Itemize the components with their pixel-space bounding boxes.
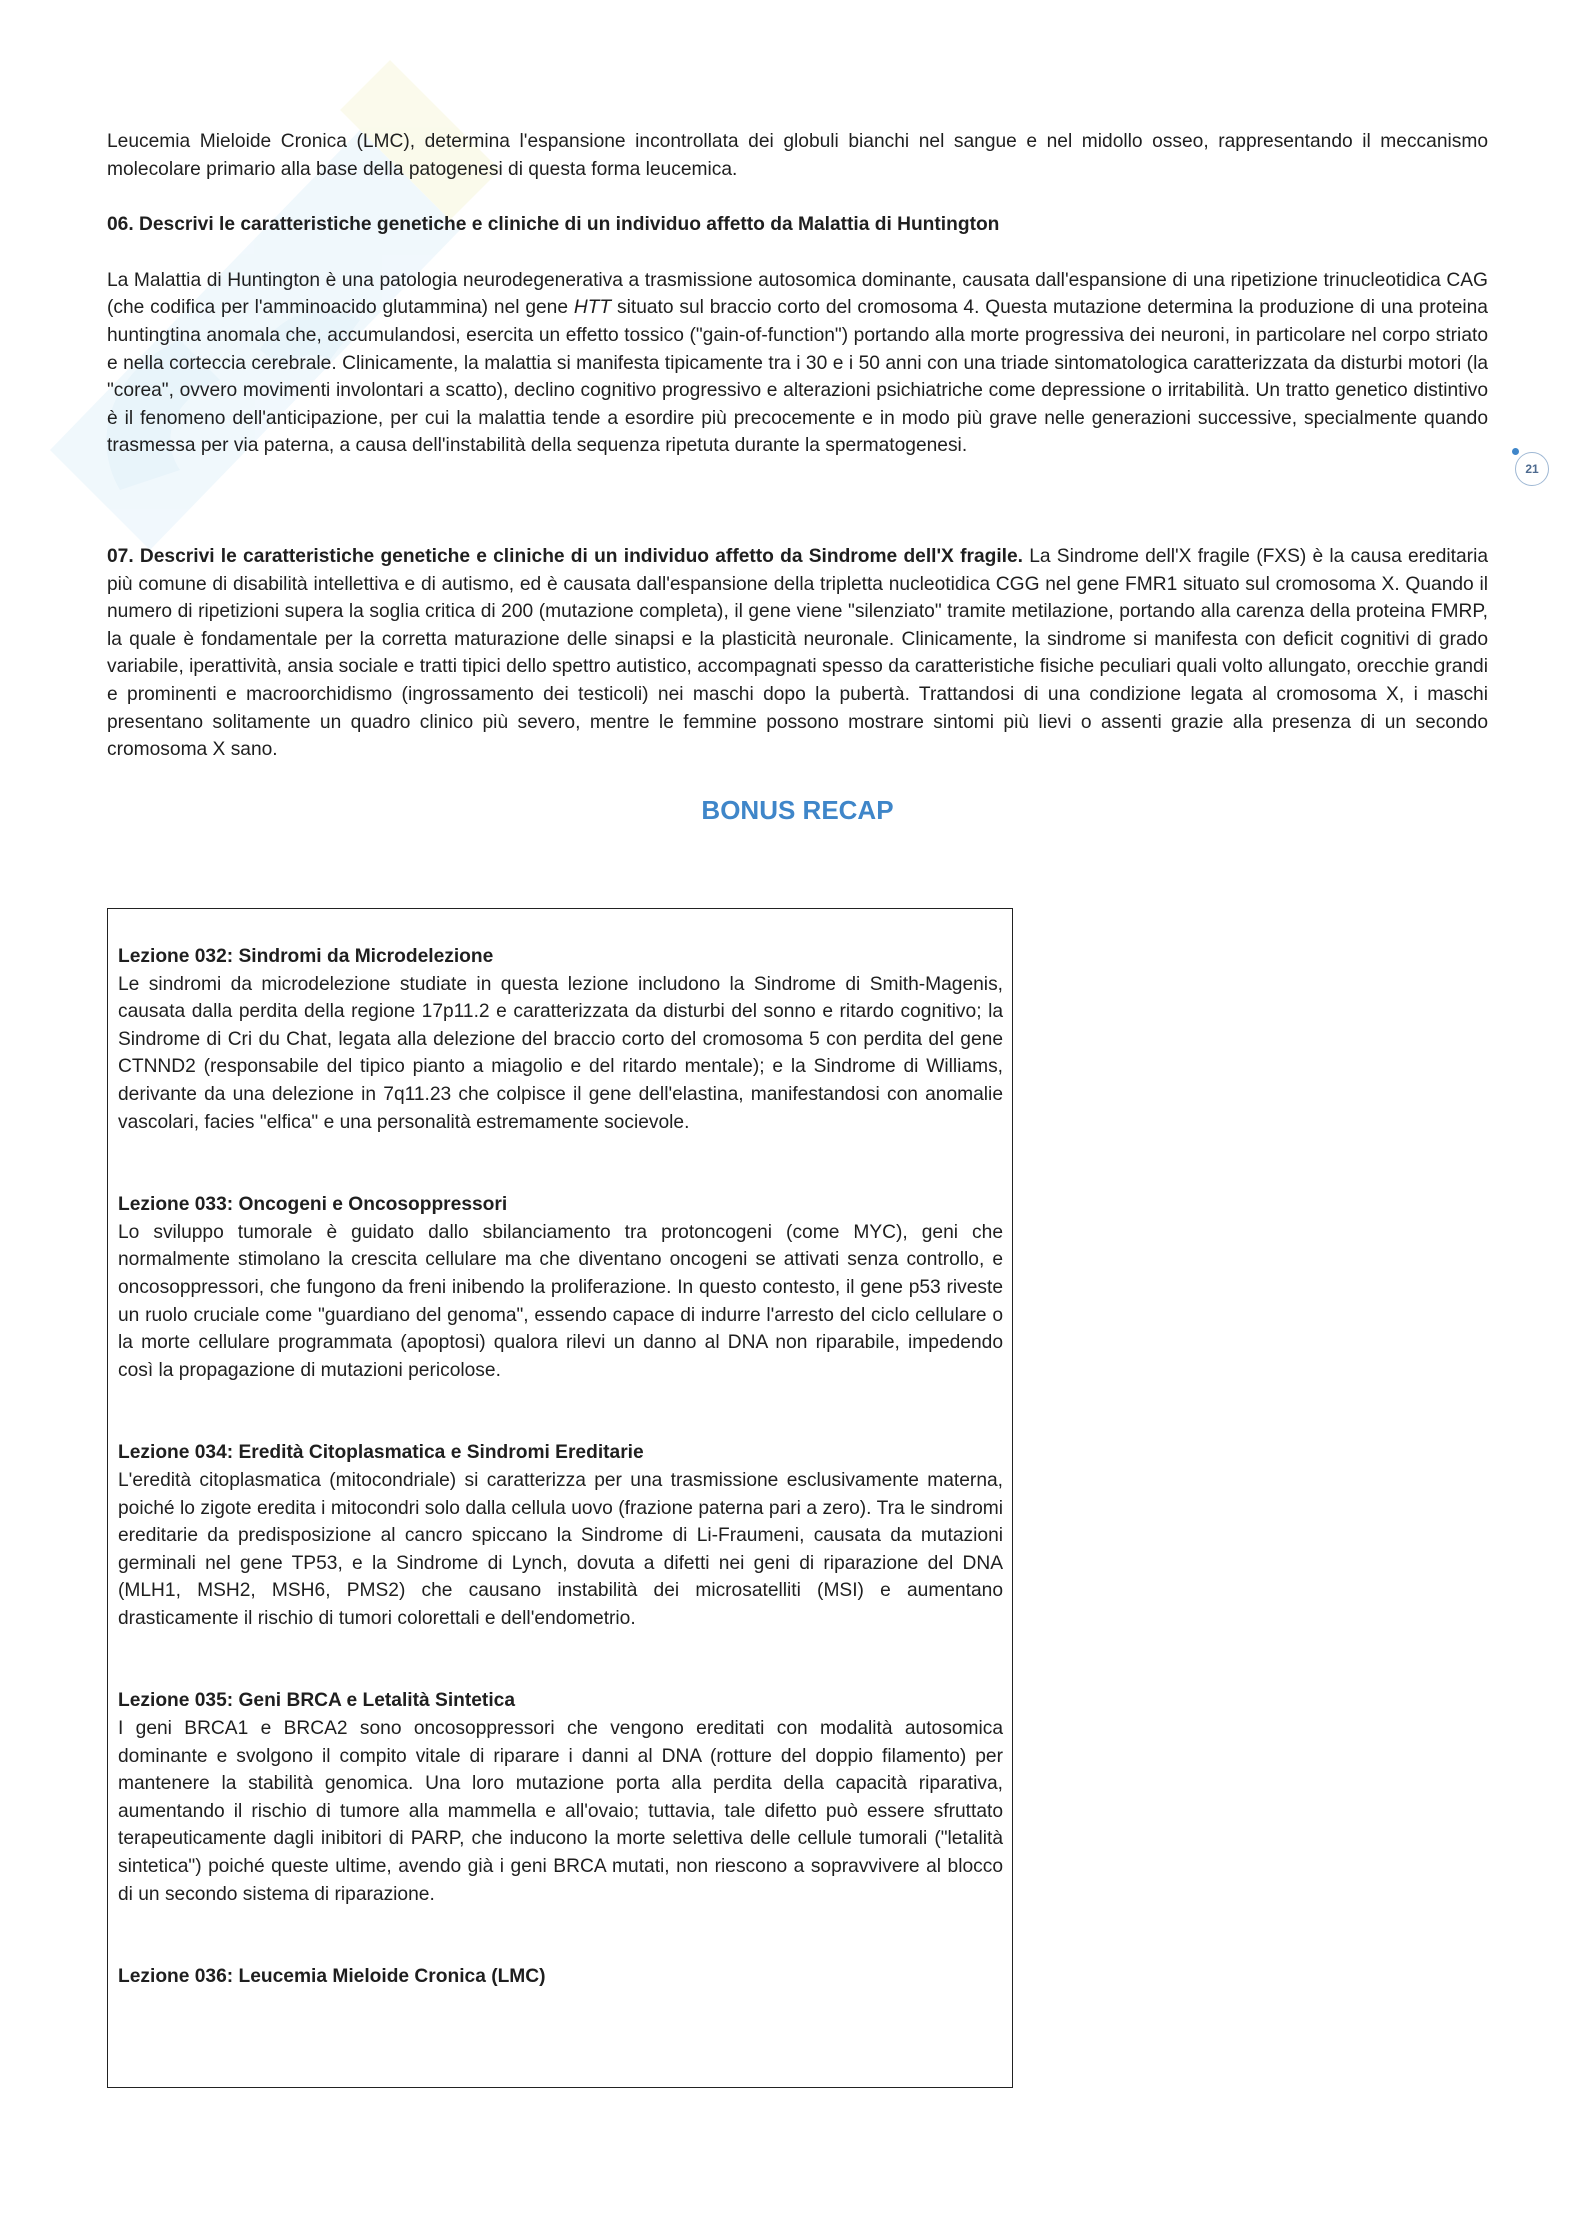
question-06-body — [107, 267, 1488, 460]
lesson-035 — [118, 1687, 1003, 1908]
question-06-title: 06. Descrivi le caratteristiche genetiche e cliniche di un individuo affetto da Malattia di Huntington — [107, 214, 1000, 236]
page-number-badge: 21 — [1515, 452, 1549, 486]
question-07-title: 07. Descrivi le caratteristiche genetiche e cliniche di un individuo affetto da Sindrome dell'X fragile. — [107, 545, 1023, 567]
lesson-body: Lo sviluppo tumorale è guidato dallo sbilanciamento tra protoncogeni (come MYC), geni che normalmente stimolano la crescita cellulare ma che diventano oncogeni se attivati senza controllo, e oncosoppressori, che fungono da freni inibendo la proliferazione. In questo contesto, il gene p53 riveste un ruolo cruciale come "guardiano del genoma", essendo capace di indurre l'arresto del ciclo cellulare o la morte cellulare programmata (apoptosi) qualora rilevi un danno al DNA non riparabile, impedendo così la propagazione di mutazioni pericolose. — [118, 1221, 1003, 1381]
lesson-032 — [118, 943, 1003, 1136]
lesson-title: Lezione 033: Oncogeni e Oncosoppressori — [118, 1194, 508, 1216]
lesson-title: Lezione 032: Sindromi da Microdelezione — [118, 946, 494, 967]
gene-htt: HTT — [573, 297, 612, 319]
bonus-recap-box — [107, 908, 1013, 2088]
question-07-body: La Sindrome dell'X fragile (FXS) è la causa ereditaria più comune di disabilità intellettiva e di autismo, ed è causata dall'espansione della tripletta nucleotidica CGG nel gene FMR1 situato sul cromosoma X. Quando il numero di ripetizioni supera la soglia critica di 200 (mutazione completa), il gene viene "silenziato" tramite metilazione, portando alla carenza della proteina FMRP, la quale è fondamentale per la corretta maturazione delle sinapsi e la plasticità neuronale. Clinicamente, la sindrome si manifesta con deficit cognitivi di grado variabile, iperattività, ansia sociale e tratti tipici dello spettro autistico, accompagnati spesso da caratteristiche fisiche peculiari quali volto allungato, orecchie grandi e prominenti e macroorchidismo (ingrossamento dei testicoli) nei maschi dopo la pubertà. Trattandosi di una condizione legata al cromosoma X, i maschi presentano solitamente un quadro clinico più severo, mentre le femmine possono mostrare sintomi più lievi o assenti grazie alla presenza di un secondo cromosoma X sano. — [107, 545, 1488, 761]
lesson-036 — [118, 1963, 1003, 1991]
lesson-body: Le sindromi da microdelezione studiate in questa lezione includono la Sindrome di Smith-Magenis, causata dalla perdita della regione 17p11.2 e caratterizzata da disturbi del sonno e ritardo cognitivo; la Sindrome di Cri du Chat, legata alla delezione del braccio corto del cromosoma 5 con perdita del gene CTNND2 (responsabile del tipico pianto a miagolio e del ritardo mentale); e la Sindrome di Williams, derivante da una delezione in 7q11.23 che colpisce il gene dell'elastina, manifestandosi con anomalie vascolari, facies "elfica" e una personalità estremamente socievole. — [118, 973, 1003, 1133]
lesson-body: I geni BRCA1 e BRCA2 sono oncosoppressori che vengono ereditati con modalità autosomica dominante e svolgono il compito vitale di riparare i danni al DNA (rotture del doppio filamento) per mantenere la stabilità genomica. Una loro mutazione porta alla perdita della capacità riparativa, aumentando il rischio di tumore alla mammella e all'ovaio; tuttavia, tale difetto può essere sfruttato terapeuticamente dagli inibitori di PARP, che inducono la morte selettiva delle cellule tumorali ("letalità sintetica") poiché queste ultime, avendo già i geni BRCA mutati, non riescono a sopravvivere al blocco di un secondo sistema di riparazione. — [118, 1718, 1003, 1905]
lesson-034 — [118, 1439, 1003, 1632]
lesson-title: Lezione 035: Geni BRCA e Letalità Sintetica — [118, 1690, 515, 1712]
question-06-body-after: situato sul braccio corto del cromosoma 4. Questa mutazione determina la produzione di una proteina huntingtina anomala che, accumulandosi, esercita un effetto tossico ("gain-of-function") portando alla morte progressiva dei neuroni, in particolare nel corpo striato e nella corteccia cerebrale. Clinicamente, la malattia si manifesta tipicamente tra i 30 e i 50 anni con una triade sintomatologica caratterizzata da disturbi motori (la "corea", ovvero movimenti involontari a scatto), declino cognitivo progressivo e alterazioni psichiatriche come depressione o irritabilità. Un tratto genetico distintivo è il fenomeno dell'anticipazione, per cui la malattia tende a esordire più precocemente e in modo più grave nelle generazioni successive, specialmente quando trasmessa per via paterna, a causa dell'instabilità della sequenza ripetuta durante la spermatogenesi. — [107, 297, 1488, 457]
lesson-title: Lezione 036: Leucemia Mieloide Cronica (LMC) — [118, 1966, 546, 1988]
question-07-paragraph — [107, 543, 1488, 764]
question-06-body-before: La Malattia di Huntington è una patologia neurodegenerativa a trasmissione autosomica dominante, causata dall'espansione di una ripetizione trinucleotidica CAG (che codifica per l'amminoacido glutammina) nel gene — [107, 269, 1488, 319]
lesson-033 — [118, 1191, 1003, 1384]
document-body — [107, 128, 1488, 830]
lesson-body: L'eredità citoplasmatica (mitocondriale) si caratterizza per una trasmissione esclusivamente materna, poiché lo zigote eredita i mitocondri solo dalla cellula uovo (frazione paterna pari a zero). Tra le sindromi ereditarie da predisposizione al cancro spiccano la Sindrome di Li-Fraumeni, causata da mutazioni germinali nel gene TP53, e la Sindrome di Lynch, dovuta a difetti nei geni di riparazione del DNA (MLH1, MSH2, MSH6, PMS2) che causano instabilità dei microsatelliti (MSI) e aumentano drasticamente il rischio di tumori colorettali e dell'endometrio. — [118, 1469, 1003, 1629]
lesson-title: Lezione 034: Eredità Citoplasmatica e Sindromi Ereditarie — [118, 1442, 644, 1464]
page-badge-dot — [1512, 448, 1519, 455]
bonus-recap-title: BONUS RECAP — [701, 794, 894, 825]
intro-paragraph: Leucemia Mieloide Cronica (LMC), determina l'espansione incontrollata dei globuli bianchi nel sangue e nel midollo osseo, rappresentando il meccanismo molecolare primario alla base della patogenesi di questa forma leucemica. — [107, 131, 1488, 180]
